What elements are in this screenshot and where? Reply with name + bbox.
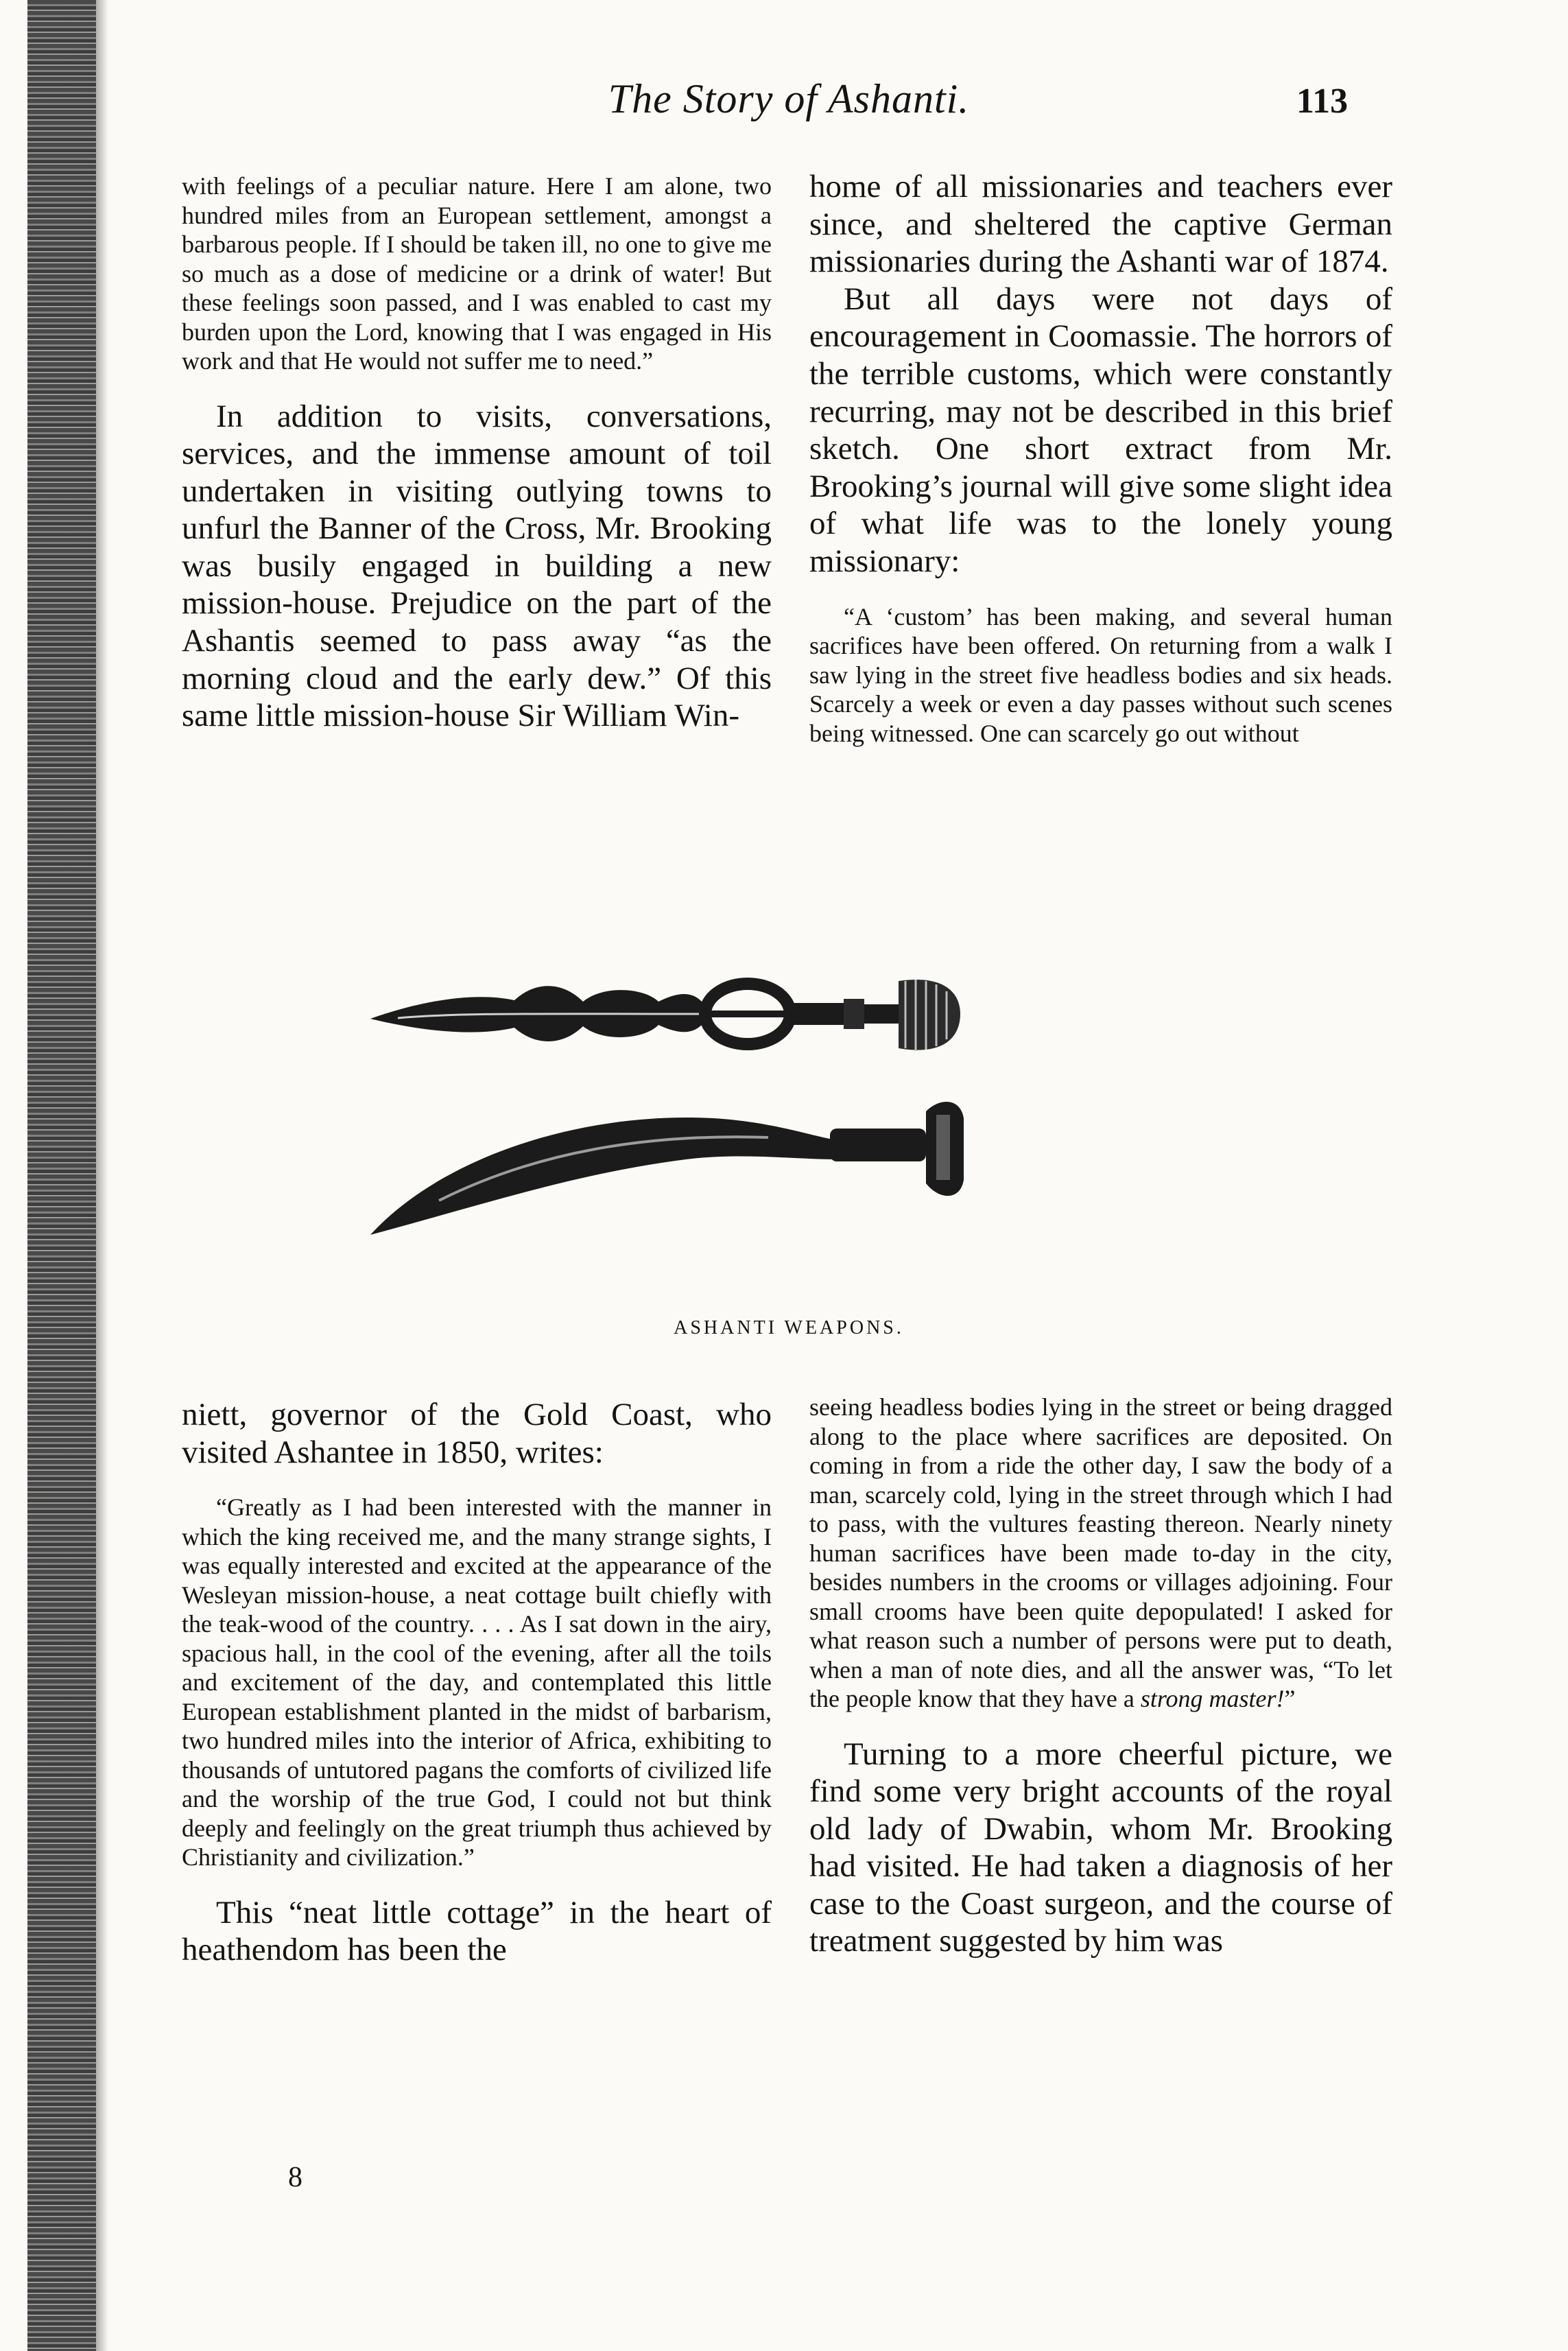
column-top-left: [182, 172, 772, 735]
column-top-right: [809, 168, 1392, 748]
journal-quote-close: ”: [1284, 1685, 1296, 1712]
figure-caption: ASHANTI WEAPONS.: [674, 1317, 904, 1338]
column-bottom-right: [809, 1393, 1392, 1960]
spear-weapon-icon: [370, 980, 960, 1051]
paragraph-mission-house: In addition to visits, conversations, services, and the immense amount of toil undertaken in visiting outlying towns to unfurl the Banner of the Cross, Mr. Brooking was busily engaged in building a new mission-house. Prejudice on the part of the Ashantis seemed to pass away “as the morning cloud and the early dew.” Of this same little mission-house Sir William Win-: [182, 398, 772, 734]
journal-quote-continuation: [809, 1393, 1392, 1714]
book-binding-edge: [27, 0, 96, 2351]
paragraph-home-of-missionaries: home of all missionaries and teachers ever since, and sheltered the captive German missionaries during the Ashanti war of 1874.: [809, 169, 1392, 280]
journal-quote-emphasis: strong master!: [1140, 1685, 1285, 1712]
curved-knife-weapon-icon: [370, 1102, 964, 1235]
journal-quote-text: seeing headless bodies lying in the street or being dragged along to the place where sacrifices are deposited. On coming in from a ride the other day, I saw the body of a man, scarcely cold, lying in the street through which I had to pass, with the vultures feasting thereon. Nearly ninety human sacrifices have been made to-day in the city, besides numbers in the crooms or villages adjoining. Four small crooms have been quite depopulated! I asked for what reason such a number of persons were put to death, when a man of note dies, and all the answer was, “To let the people know that they have a: [809, 1393, 1392, 1712]
signature-mark: 8: [288, 2162, 302, 2193]
journal-quote-start: “A ‘custom’ has been making, and several human sacrifices have been offered. On returning from a walk I saw lying in the street five headless bodies and six heads. Scarcely a week or even a day passes without such scenes being witnessed. One can scarcely go out without: [809, 602, 1392, 747]
page-number: 113: [1296, 82, 1349, 121]
quote-continuation: with feelings of a peculiar nature. Here I am alone, two hundred miles from an European settlement, amongst a barbarous people. If I should be taken ill, no one to give me so much as a dose of medicine or a drink of water! But these feelings soon passed, and I was enabled to cast my burden upon the Lord, knowing that I was engaged in His work and that He would not suffer me to need.”: [182, 172, 772, 375]
running-title: The Story of Ashanti.: [608, 76, 970, 121]
paragraph-royal-lady: Turning to a more cheerful picture, we find some very bright accounts of the royal old lady of Dwabin, whom Mr. Brooking had visited. He had taken a diagnosis of her case to the Coast surgeon, and the course of treatment suggested by him was: [809, 1736, 1392, 1959]
paragraph-neat-cottage: This “neat little cottage” in the heart of heathendom has been the: [182, 1894, 772, 1968]
ashanti-weapons-illustration: [357, 954, 1248, 1269]
governor-quote: “Greatly as I had been interested with the manner in which the king received me, and the many strange sights, I was equally interested and excited at the appearance of the Wesleyan mission-house, a neat cottage built chiefly with the teak-wood of the country. . . . As I sat down in the airy, spacious hall, in the cool of the evening, after all the toils and excitement of the day, and contemplated this little European establishment planted in the midst of barbarism, two hundred miles into the interior of Africa, exhibiting to thousands of untutored pagans the comforts of civilized life and the worship of the true God, I could not but think deeply and feelingly on the great triumph thus achieved by Christianity and civilization.”: [182, 1493, 772, 1871]
paragraph-customs: But all days were not days of encouragement in Coomassie. The horrors of the terrible customs, which were constantly recurring, may not be described in this brief sketch. One short extract from Mr. Brooking’s journal will give some slight idea of what life was to the lonely young missionary:: [809, 281, 1392, 579]
column-bottom-left: [182, 1396, 772, 1969]
paragraph-governor: niett, governor of the Gold Coast, who visited Ashantee in 1850, writes:: [182, 1397, 772, 1470]
